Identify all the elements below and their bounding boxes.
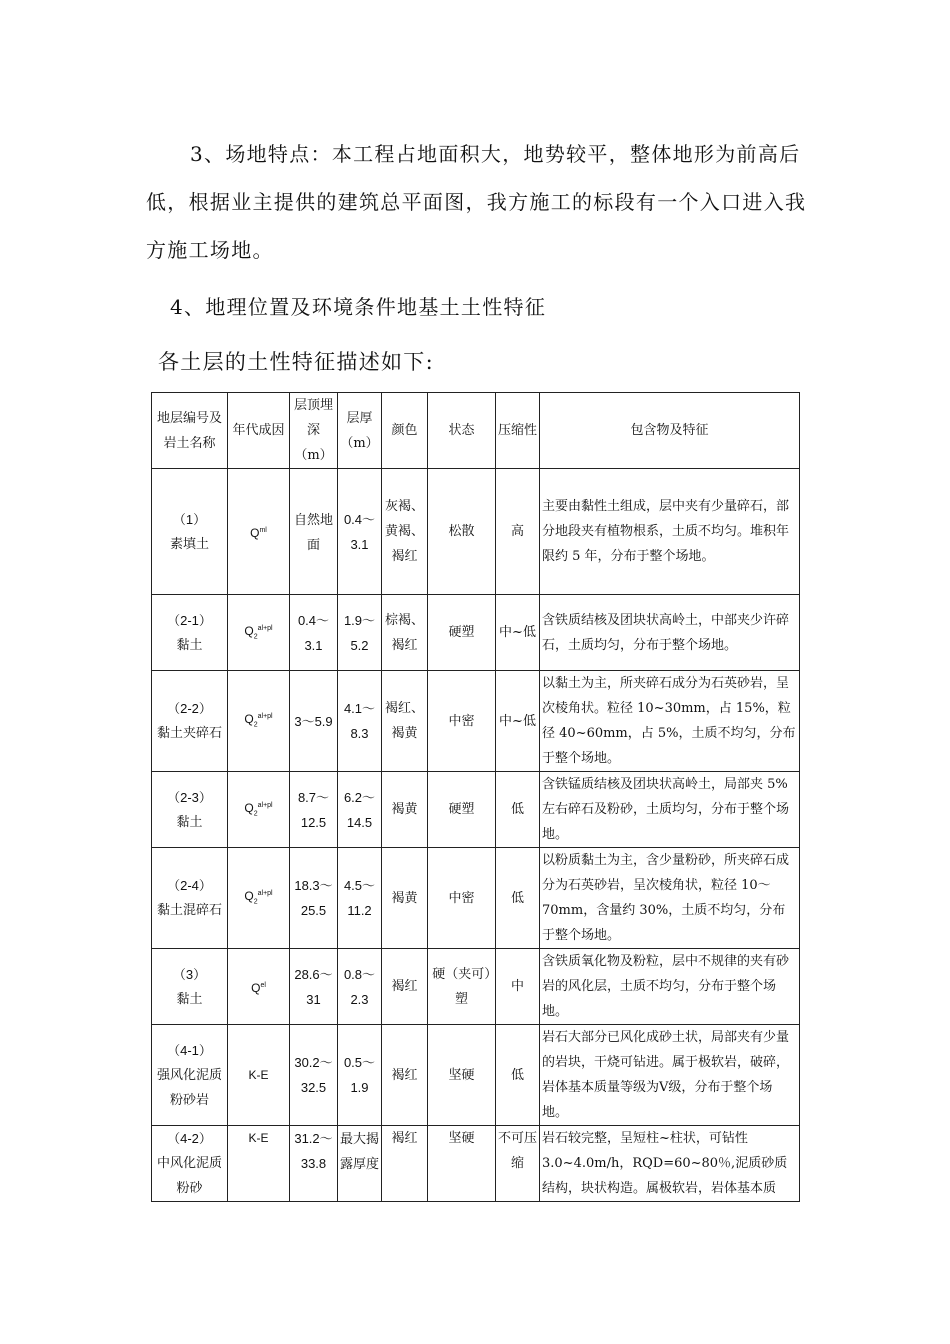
top-depth-cell-text: 28.6～31	[294, 966, 333, 1007]
color-cell-text: 棕褐、褐红	[384, 612, 424, 653]
description-cell	[540, 1126, 800, 1202]
state-cell	[428, 595, 496, 671]
geologic-age-cell	[228, 1025, 290, 1126]
state-cell-text: 硬塑	[448, 625, 475, 640]
layer-id-cell	[152, 671, 228, 772]
top-depth-cell-text: 0.4～3.1	[297, 612, 330, 653]
table-row	[152, 469, 800, 595]
thickness-cell	[338, 848, 382, 949]
thickness-cell-text: 0.5～1.9	[343, 1055, 376, 1095]
state-cell-text: 坚硬	[448, 1131, 475, 1146]
layer-id-cell	[152, 1025, 228, 1126]
age-base: Q	[244, 800, 254, 815]
color-cell	[382, 469, 428, 595]
thickness-cell	[338, 772, 382, 848]
age-superscript: al+pl	[257, 801, 273, 809]
layer-id: （1）	[172, 511, 207, 527]
geologic-age-cell	[228, 772, 290, 848]
state-cell-text: 中密	[448, 713, 475, 729]
layer-name: 黏土	[176, 991, 203, 1007]
age-base: Q	[251, 980, 261, 995]
thickness-cell-text: 0.4～3.1	[343, 511, 376, 552]
thickness-cell-text: 4.1～8.3	[343, 701, 376, 741]
header-cell: 层厚（m）	[338, 393, 382, 469]
age-base: Q	[244, 623, 254, 638]
top-depth-cell-text: 8.7～12.5	[297, 789, 330, 830]
description-cell-text: 含铁锰质结核及团块状高岭土，局部夹 5%左右碎石及粉砂，土质均匀，分布于整个场地。	[542, 777, 790, 842]
age-superscript: al+pl	[257, 713, 273, 721]
layer-id: （4-2）	[167, 1131, 212, 1146]
compressibility-cell-text: 中~低	[499, 625, 536, 640]
compressibility-cell	[496, 848, 540, 949]
layer-id-cell	[152, 469, 228, 595]
description-cell-text: 含铁质结核及团块状高岭土，中部夹少许碎石，土质均匀，分布于整个场地。	[542, 612, 790, 653]
top-depth-cell-text: 自然地面	[293, 511, 333, 552]
thickness-cell	[338, 949, 382, 1025]
thickness-cell-text: 4.5～11.2	[343, 878, 376, 918]
description-cell	[540, 949, 800, 1025]
state-cell-text: 中密	[448, 890, 475, 906]
layer-name: 黏土	[176, 637, 203, 653]
state-cell-text: 坚硬	[448, 1067, 475, 1083]
description-cell	[540, 469, 800, 595]
thickness-cell	[338, 1126, 382, 1202]
state-cell	[428, 949, 496, 1025]
layer-id: （2-1）	[167, 612, 212, 628]
color-cell	[382, 595, 428, 671]
thickness-cell	[338, 1025, 382, 1126]
color-cell	[382, 848, 428, 949]
age-base: Q	[250, 525, 260, 540]
table-intro: 各土层的土性特征描述如下:	[158, 350, 434, 374]
color-cell-text: 褐黄	[391, 890, 418, 906]
layer-id: （4-1）	[167, 1042, 212, 1058]
description-cell	[540, 772, 800, 848]
top-depth-cell-text: 3～5.9	[294, 713, 333, 729]
header-cell: 颜色	[382, 393, 428, 469]
color-cell	[382, 671, 428, 772]
compressibility-cell	[496, 772, 540, 848]
description-cell	[540, 848, 800, 949]
description-cell	[540, 1025, 800, 1126]
compressibility-cell-text: 低	[510, 890, 524, 906]
age-superscript: ml	[259, 526, 267, 534]
header-cell: 状态	[428, 393, 496, 469]
age-subscript: 2	[253, 633, 258, 641]
state-cell	[428, 848, 496, 949]
section-title: 4、地理位置及环境条件地基土土性特征	[170, 295, 547, 319]
state-cell-text: 硬（夹可）塑	[432, 966, 491, 1007]
top-depth-cell-text: 30.2～32.5	[294, 1055, 333, 1095]
top-depth-cell	[290, 1025, 338, 1126]
color-cell	[382, 772, 428, 848]
color-cell	[382, 1025, 428, 1126]
state-cell	[428, 469, 496, 595]
age-subscript: 2	[253, 810, 258, 818]
age-base: K-E	[248, 1067, 269, 1082]
description-cell	[540, 671, 800, 772]
table-header-row	[152, 393, 800, 469]
compressibility-cell-text: 不可压缩	[498, 1131, 538, 1171]
description-cell	[540, 595, 800, 671]
table-row	[152, 848, 800, 949]
layer-id-cell	[152, 772, 228, 848]
description-cell-text: 岩石大部分已风化成砂土状，局部夹有少量的岩块，干烧可钻进。属于极软岩，破碎，岩体基本质量等级为Ⅴ级，分布于整个场地。	[542, 1030, 790, 1120]
color-cell	[382, 1126, 428, 1202]
color-cell-text: 灰褐、黄褐、褐红	[384, 499, 424, 564]
geologic-age-cell	[228, 848, 290, 949]
table-row	[152, 1126, 800, 1202]
description-cell-text: 主要由黏性土组成，层中夹有少量碎石，部分地段夹有植物根系，土质不均匀。堆积年限约 5 年，分布于整个场地。	[542, 499, 790, 564]
top-depth-cell	[290, 469, 338, 595]
state-cell	[428, 1025, 496, 1126]
top-depth-cell	[290, 949, 338, 1025]
top-depth-cell	[290, 848, 338, 949]
top-depth-cell	[290, 595, 338, 671]
age-subscript: 2	[253, 721, 258, 729]
age-subscript: 2	[253, 898, 258, 906]
age-base: K-E	[248, 1131, 269, 1145]
state-cell	[428, 772, 496, 848]
top-depth-cell	[290, 772, 338, 848]
layer-name: 黏土混碎石	[156, 903, 222, 918]
state-cell	[428, 671, 496, 772]
age-superscript: el	[260, 981, 266, 989]
color-cell-text: 褐红、褐黄	[384, 701, 424, 741]
description-cell-text: 含铁质氧化物及粉粒，层中不规律的夹有砂岩的风化层，土质不均匀，分布于整个场地。	[542, 954, 790, 1019]
layer-id-cell	[152, 1126, 228, 1202]
table-row	[152, 772, 800, 848]
compressibility-cell-text: 高	[510, 524, 524, 539]
top-depth-cell	[290, 1126, 338, 1202]
top-depth-cell	[290, 671, 338, 772]
table-row	[152, 595, 800, 671]
age-base: Q	[244, 712, 254, 727]
compressibility-cell	[496, 1025, 540, 1126]
thickness-cell	[338, 469, 382, 595]
description-cell-text: 以粉质黏土为主，含少量粉砂，所夹碎石成分为石英砂岩，呈次棱角状，粒径 10～70mm，含量约 30%，土质不均匀，分布于整个场地。	[542, 853, 790, 943]
layer-id-cell	[152, 949, 228, 1025]
compressibility-cell-text: 中~低	[499, 713, 536, 729]
layer-name: 中风化泥质粉砂	[156, 1156, 222, 1196]
compressibility-cell	[496, 671, 540, 772]
layer-id: （2-4）	[167, 878, 212, 893]
layer-id: （3）	[172, 966, 207, 982]
header-cell: 包含物及特征	[540, 393, 800, 469]
age-superscript: al+pl	[257, 890, 273, 898]
compressibility-cell-text: 低	[510, 1067, 524, 1083]
compressibility-cell	[496, 949, 540, 1025]
thickness-cell-text: 最大揭露厚度	[340, 1131, 380, 1171]
thickness-cell-text: 0.8～2.3	[343, 966, 376, 1007]
compressibility-cell-text: 低	[510, 802, 524, 817]
description-cell-text: 以黏土为主，所夹碎石成分为石英砂岩，呈次棱角状。粒径 10~30mm，占 15%，粒径 40~60mm，占 5%，土质不均匀，分布于整个场地。	[542, 676, 796, 766]
layer-name: 黏土夹碎石	[156, 726, 222, 741]
state-cell-text: 硬塑	[448, 802, 475, 817]
color-cell-text: 褐红	[391, 1067, 418, 1083]
soil-layer-table	[151, 392, 800, 1202]
layer-name: 素填土	[169, 536, 209, 552]
layer-id: （2-2）	[167, 701, 212, 716]
geologic-age-cell	[228, 469, 290, 595]
thickness-cell	[338, 671, 382, 772]
thickness-cell-text: 1.9～5.2	[343, 612, 376, 653]
color-cell-text: 褐红	[391, 979, 418, 994]
thickness-cell	[338, 595, 382, 671]
compressibility-cell	[496, 595, 540, 671]
age-base: Q	[244, 889, 254, 904]
layer-id-cell	[152, 848, 228, 949]
thickness-cell-text: 6.2～14.5	[343, 789, 376, 830]
compressibility-cell	[496, 469, 540, 595]
compressibility-cell-text: 中	[510, 979, 524, 994]
layer-name: 黏土	[176, 814, 203, 830]
header-cell: 地层编号及岩土名称	[152, 393, 228, 469]
color-cell	[382, 949, 428, 1025]
header-cell: 年代成因	[228, 393, 290, 469]
layer-name: 强风化泥质粉砂岩	[156, 1067, 222, 1108]
table-row	[152, 949, 800, 1025]
geologic-age-cell	[228, 1126, 290, 1202]
table-row	[152, 671, 800, 772]
layer-id: （2-3）	[167, 789, 212, 805]
header-cell: 压缩性	[496, 393, 540, 469]
compressibility-cell	[496, 1126, 540, 1202]
layer-id-cell	[152, 595, 228, 671]
top-depth-cell-text: 18.3～25.5	[294, 878, 333, 918]
geologic-age-cell	[228, 949, 290, 1025]
geologic-age-cell	[228, 595, 290, 671]
state-cell	[428, 1126, 496, 1202]
table-row	[152, 1025, 800, 1126]
geologic-age-cell	[228, 671, 290, 772]
color-cell-text: 褐红	[391, 1131, 418, 1146]
site-features-paragraph: 3、场地特点：本工程占地面积大，地势较平，整体地形为前高后低，根据业主提供的建筑总平面图，我方施工的标段有一个入口进入我方施工场地。	[146, 142, 807, 262]
header-cell: 层顶埋深（m）	[290, 393, 338, 469]
age-superscript: al+pl	[257, 624, 273, 632]
color-cell-text: 褐黄	[391, 802, 418, 817]
state-cell-text: 松散	[448, 524, 475, 539]
top-depth-cell-text: 31.2～33.8	[294, 1131, 333, 1171]
description-cell-text: 岩石较完整，呈短柱~柱状，可钻性 3.0~4.0m/h，RQD=60~80％,泥质砂质结构，块状构造。属极软岩，岩体基本质	[542, 1131, 788, 1196]
